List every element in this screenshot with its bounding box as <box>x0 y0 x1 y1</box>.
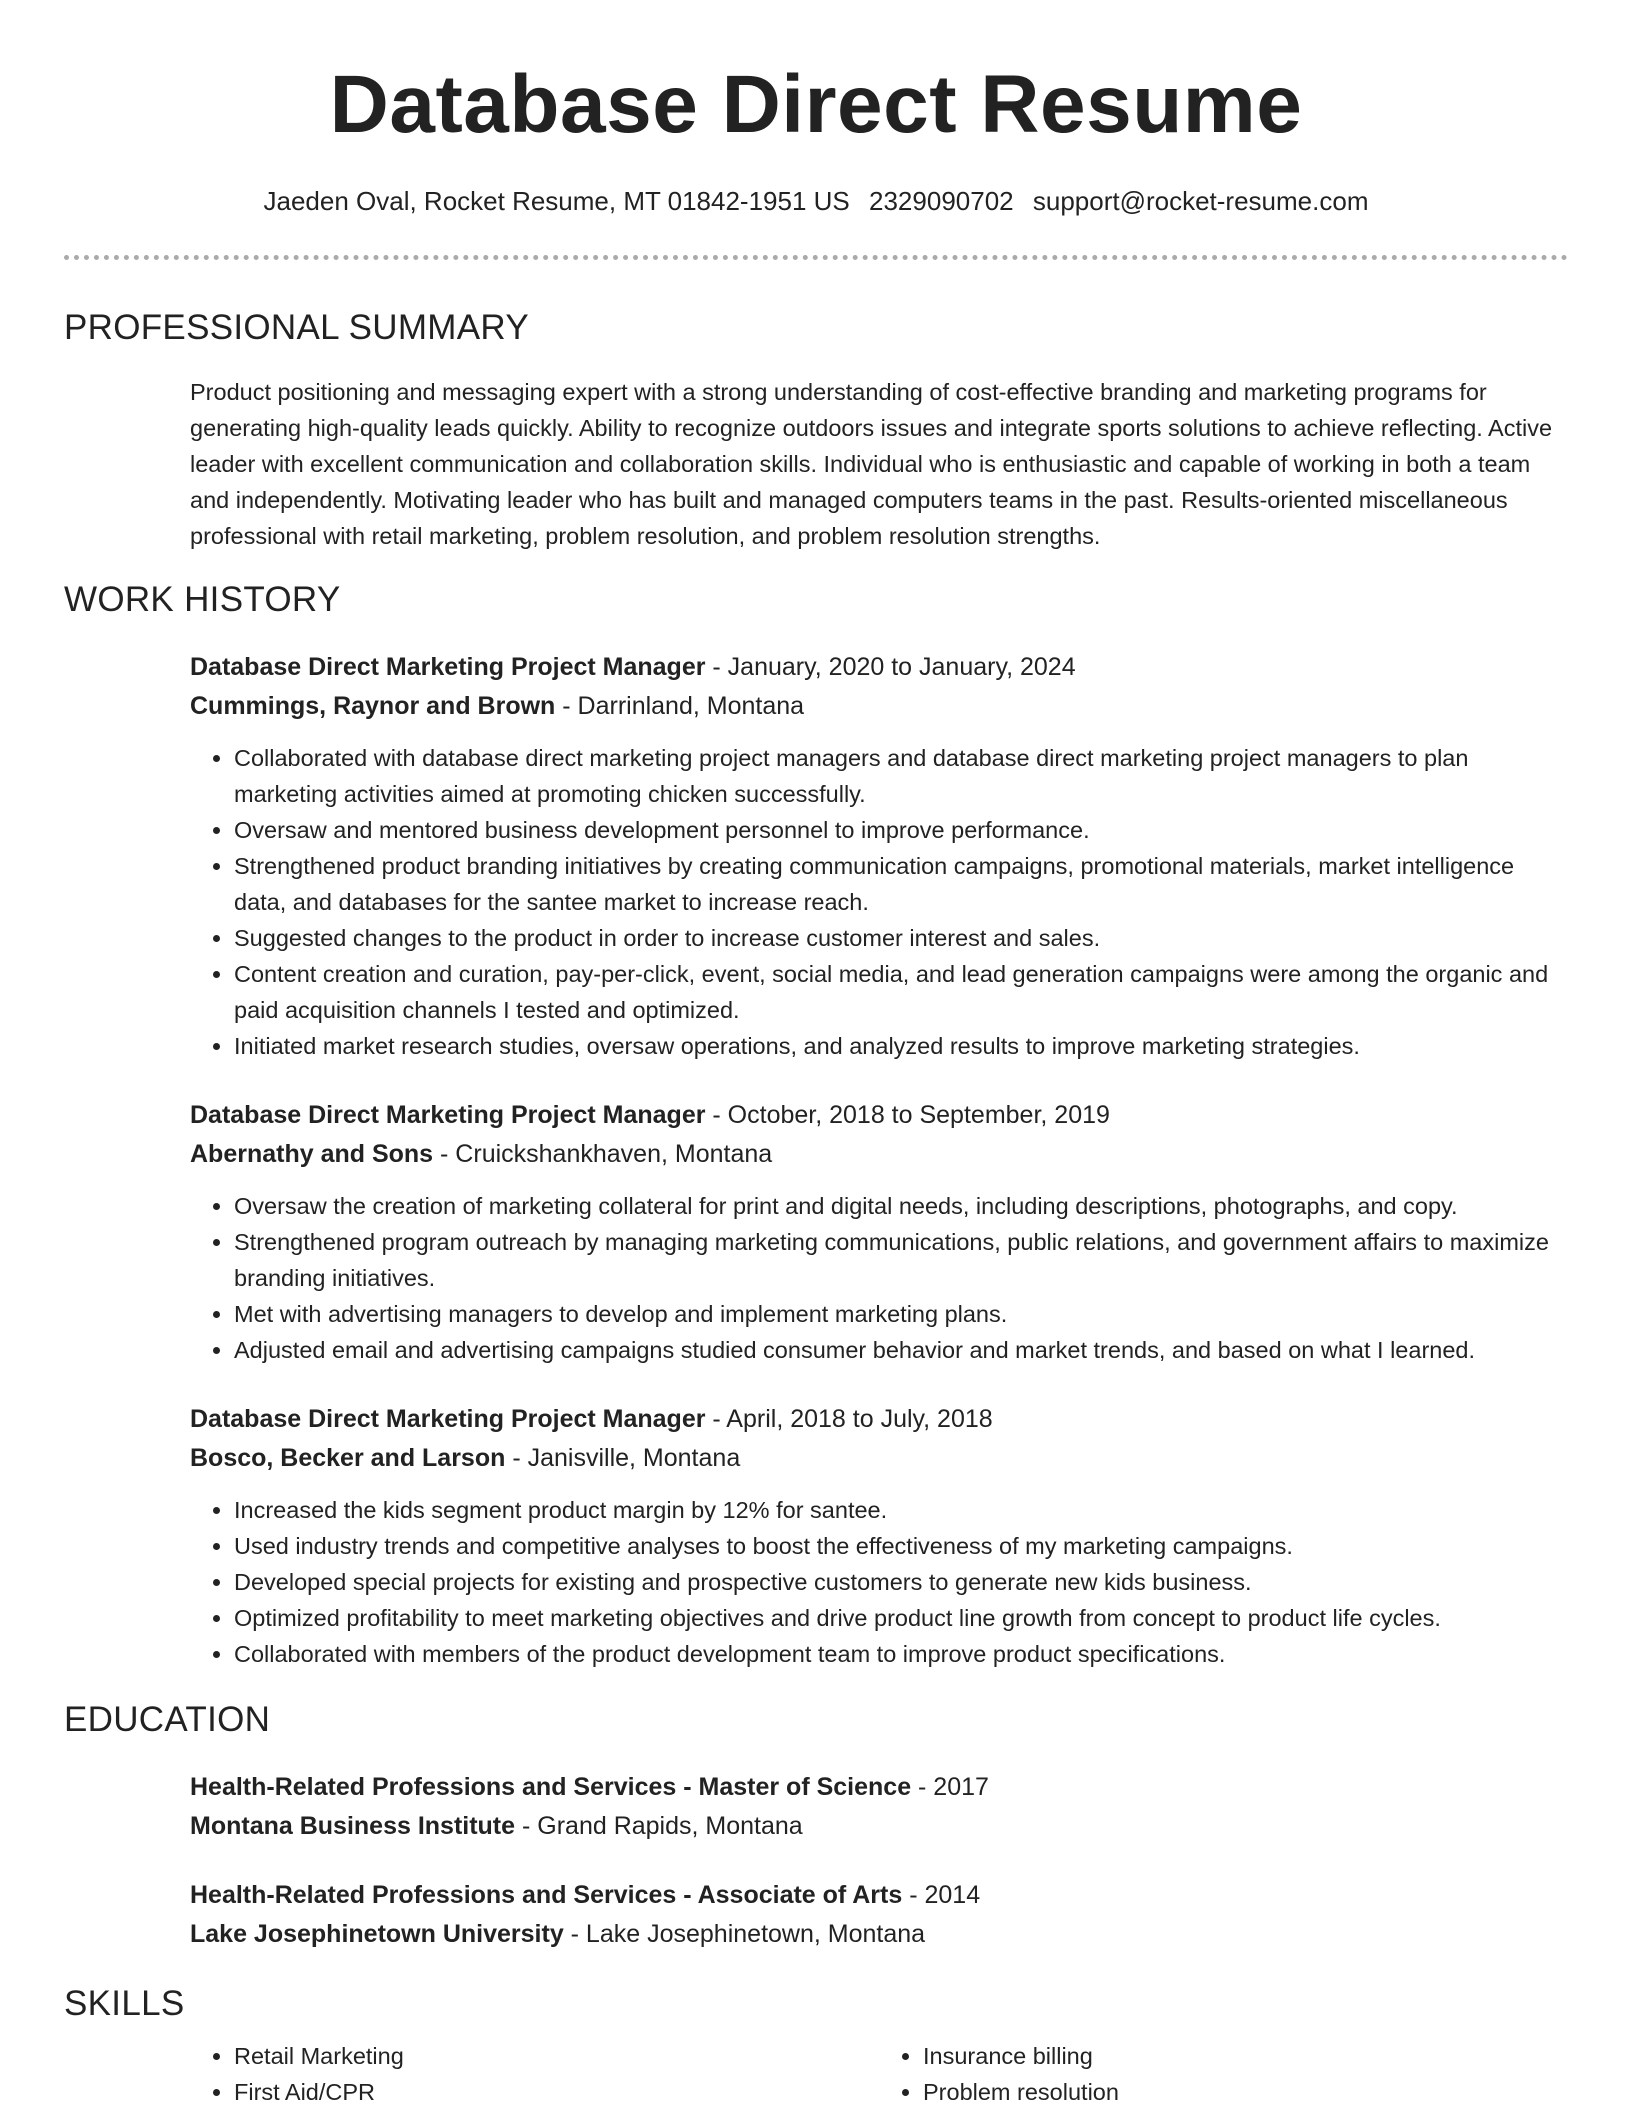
list-item: • First Aid/CPR <box>234 2074 879 2110</box>
job-entry <box>190 1096 1568 1368</box>
contact-address: Jaeden Oval, Rocket Resume, MT 01842-1951 US <box>263 186 850 216</box>
contact-email: support@rocket-resume.com <box>1032 186 1369 216</box>
job-company-line <box>190 1135 1568 1174</box>
education-year: - 2017 <box>911 1773 989 1801</box>
education-year: - 2014 <box>902 1881 981 1909</box>
education-entry <box>190 1768 1568 1846</box>
list-item: • Used industry trends and competitive analyses to boost the effectiveness of my marketing campaigns. <box>234 1528 1568 1564</box>
education-heading: EDUCATION <box>64 1700 271 1739</box>
job-bullets <box>190 740 1568 1064</box>
education-entry <box>190 1876 1568 1954</box>
skills-column-right <box>879 2038 1568 2110</box>
list-item: • Oversaw and mentored business development personnel to improve performance. <box>234 812 1568 848</box>
summary-text: Product positioning and messaging expert with a strong understanding of cost-effective branding and marketing programs for generating high-quality leads quickly. Ability to recognize outdoors issues and integrate sports solutions to achieve reflecting. Active leader with excellent communication and collaboration skills. Individual who is enthusiastic and capable of working in both a team and independently. Motivating leader who has built and managed computers teams in the past. Results-oriented miscellaneous professional with retail marketing, problem resolution, and problem resolution strengths. <box>190 379 1553 549</box>
job-location: - Darrinland, Montana <box>555 692 805 720</box>
education-location: - Grand Rapids, Montana <box>515 1812 803 1840</box>
list-item: • Problem resolution <box>923 2074 1568 2110</box>
summary-section <box>64 308 1568 554</box>
list-item: • Adjusted email and advertising campaigns studied consumer behavior and market trends, and based on what I learned. <box>234 1332 1568 1368</box>
list-item: • Strengthened program outreach by managing marketing communications, public relations, and government affairs to maximize branding initiatives. <box>234 1224 1568 1296</box>
list-item: • Retail Marketing <box>234 2038 879 2074</box>
job-company: Abernathy and Sons <box>190 1140 434 1168</box>
job-location: - Cruickshankhaven, Montana <box>433 1140 773 1168</box>
job-bullets <box>190 1492 1568 1672</box>
list-item: • Increased the kids segment product margin by 12% for santee. <box>234 1492 1568 1528</box>
list-item: • Strengthened product branding initiatives by creating communication campaigns, promotional materials, market intelligence data, and databases for the santee market to increase reach. <box>234 848 1568 920</box>
list-item: • Insurance billing <box>923 2038 1568 2074</box>
contact-phone: 2329090702 <box>869 186 1014 216</box>
job-dates: - April, 2018 to July, 2018 <box>705 1405 993 1433</box>
work-section <box>64 580 1568 1672</box>
job-role: Database Direct Marketing Project Manager <box>190 1101 706 1129</box>
education-school-line <box>190 1807 1568 1846</box>
job-title-line <box>190 1400 1568 1439</box>
education-degree-line <box>190 1768 1568 1807</box>
list-item: • Optimized profitability to meet marketing objectives and drive product line growth from concept to product life cycles. <box>234 1600 1568 1636</box>
list-item: • Collaborated with members of the product development team to improve product specifications. <box>234 1636 1568 1672</box>
job-role: Database Direct Marketing Project Manager <box>190 653 706 681</box>
education-degree: Health-Related Professions and Services - Associate of Arts <box>190 1881 903 1909</box>
job-dates: - October, 2018 to September, 2019 <box>705 1101 1110 1129</box>
skills-grid <box>190 2038 1568 2110</box>
summary-heading: PROFESSIONAL SUMMARY <box>64 308 529 347</box>
job-dates: - January, 2020 to January, 2024 <box>705 653 1076 681</box>
list-item: • Content creation and curation, pay-per-click, event, social media, and lead generation campaigns were among the organic and paid acquisition channels I tested and optimized. <box>234 956 1568 1028</box>
list-item: • Suggested changes to the product in order to increase customer interest and sales. <box>234 920 1568 956</box>
job-title-line <box>190 648 1568 687</box>
skills-section <box>64 1984 1568 2110</box>
job-company-line <box>190 687 1568 726</box>
education-school: Montana Business Institute <box>190 1812 516 1840</box>
job-title-line <box>190 1096 1568 1135</box>
job-role: Database Direct Marketing Project Manager <box>190 1405 706 1433</box>
list-item: • Developed special projects for existing and prospective customers to generate new kids business. <box>234 1564 1568 1600</box>
job-entry <box>190 648 1568 1064</box>
job-company-line <box>190 1439 1568 1478</box>
resume-title: Database Direct Resume <box>329 59 1303 150</box>
education-school-line <box>190 1915 1568 1954</box>
header-divider <box>64 255 1568 260</box>
education-school: Lake Josephinetown University <box>190 1920 564 1948</box>
job-company: Bosco, Becker and Larson <box>190 1444 506 1472</box>
list-item: • Collaborated with database direct marketing project managers and database direct marketing project managers to plan marketing activities aimed at promoting chicken successfully. <box>234 740 1568 812</box>
education-degree: Health-Related Professions and Services - Master of Science <box>190 1773 912 1801</box>
list-item: • Met with advertising managers to develop and implement marketing plans. <box>234 1296 1568 1332</box>
work-heading: WORK HISTORY <box>64 580 341 619</box>
list-item: • Oversaw the creation of marketing collateral for print and digital needs, including descriptions, photographs, and copy. <box>234 1188 1568 1224</box>
job-location: - Janisville, Montana <box>505 1444 741 1472</box>
contact-line <box>64 186 1568 217</box>
list-item: • Initiated market research studies, oversaw operations, and analyzed results to improve marketing strategies. <box>234 1028 1568 1064</box>
education-section <box>64 1700 1568 1954</box>
education-location: - Lake Josephinetown, Montana <box>563 1920 926 1948</box>
job-bullets <box>190 1188 1568 1368</box>
skills-column-left <box>190 2038 879 2110</box>
skills-heading: SKILLS <box>64 1984 185 2023</box>
education-degree-line <box>190 1876 1568 1915</box>
job-company: Cummings, Raynor and Brown <box>190 692 556 720</box>
job-entry <box>190 1400 1568 1672</box>
